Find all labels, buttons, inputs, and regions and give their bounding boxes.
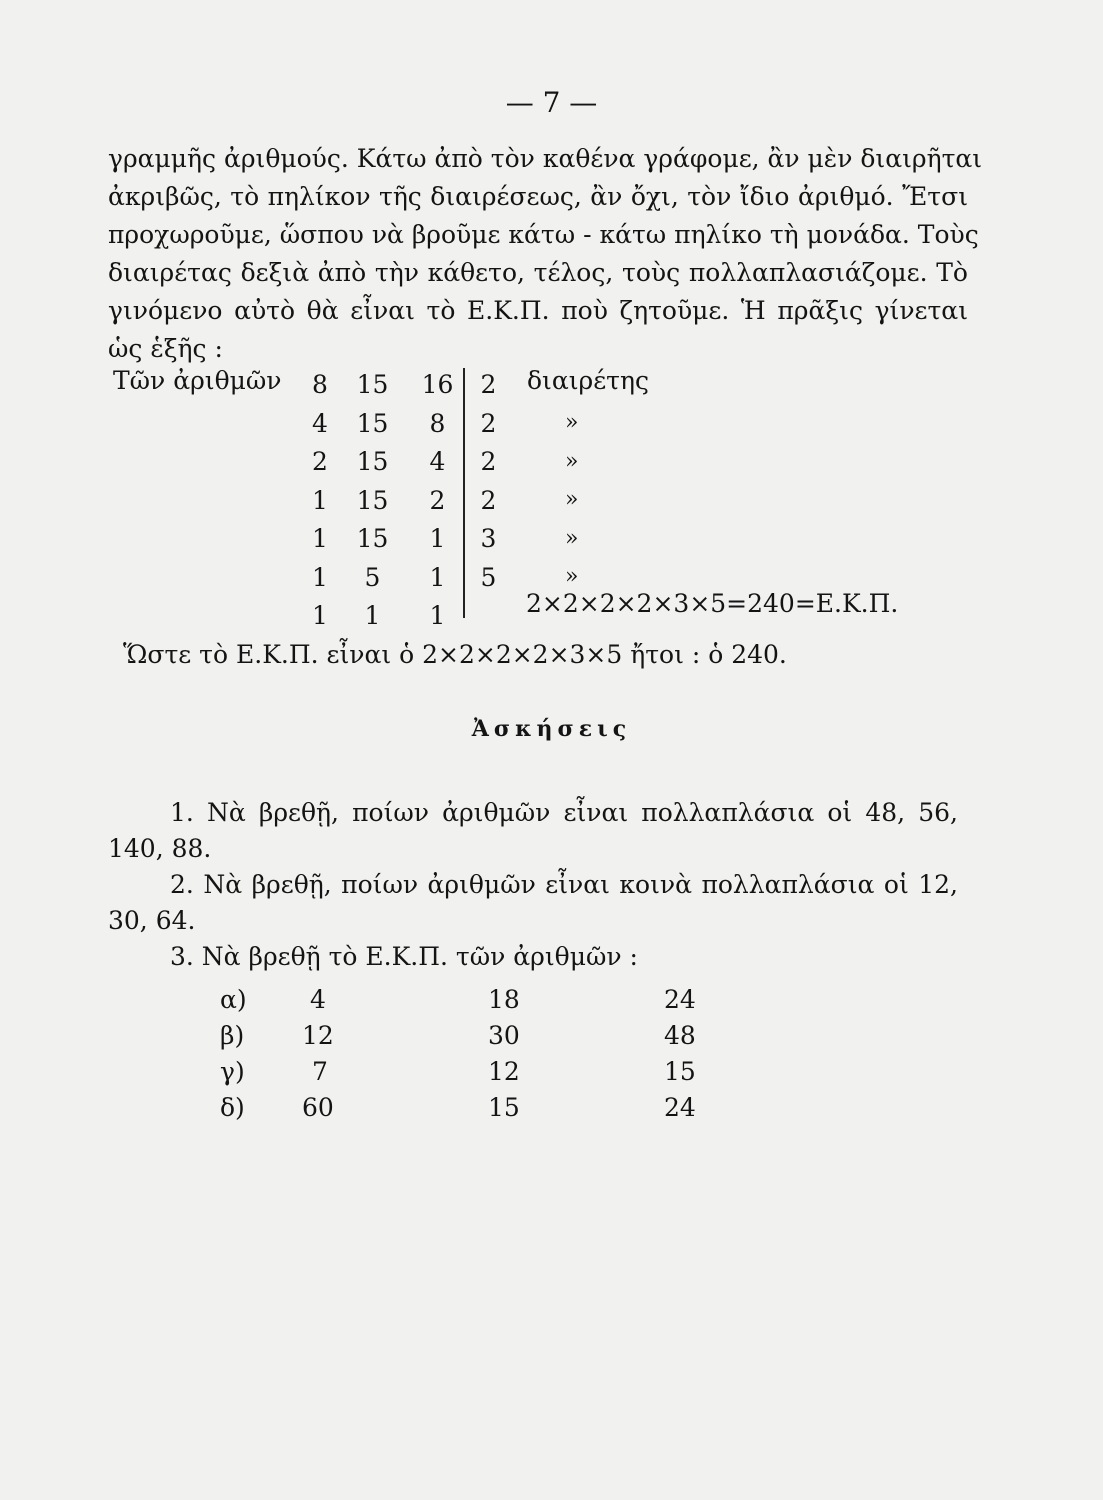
table-cell: 1 bbox=[312, 485, 328, 515]
lcm-set-row bbox=[220, 1093, 740, 1129]
ditto-mark: » bbox=[565, 410, 579, 435]
intro-line: ὡς ἑξῆς : bbox=[108, 334, 223, 363]
intro-line: γραμμῆς ἀριθμούς. Κάτω ἀπὸ τὸν καθένα γράφομε, ἂν μὲν διαιρῆται bbox=[108, 144, 983, 173]
divisor-cell: 2 bbox=[480, 485, 497, 515]
column-3 bbox=[415, 366, 460, 636]
table-cell: 4 bbox=[429, 447, 446, 476]
set-value: 12 bbox=[302, 1021, 334, 1050]
lcm-set-row bbox=[220, 1057, 740, 1093]
divisor-header: διαιρέτης bbox=[527, 366, 649, 395]
table-cell: 8 bbox=[312, 370, 328, 399]
table-cell: 1 bbox=[364, 601, 381, 630]
divisor-cell: 5 bbox=[480, 562, 497, 592]
set-value: 18 bbox=[488, 985, 520, 1014]
set-value: 60 bbox=[302, 1093, 334, 1122]
intro-line: γινόμενο αὐτὸ θὰ εἶναι τὸ Ε.Κ.Π. ποὺ ζητοῦμε. Ἡ πρᾶξις γίνεται bbox=[108, 296, 968, 325]
table-label: Τῶν ἀριθμῶν bbox=[113, 366, 282, 395]
exercise-1 bbox=[108, 795, 958, 867]
table-cell: 1 bbox=[312, 524, 328, 553]
set-label: β) bbox=[220, 1021, 245, 1050]
set-value: 15 bbox=[488, 1093, 520, 1122]
divisor-cell: 2 bbox=[480, 370, 497, 399]
table-cell: 1 bbox=[312, 562, 328, 592]
exercise-text: 2. Νὰ βρεθῇ, ποίων ἀριθμῶν εἶναι κοινὰ πολλαπλάσια οἱ 12, bbox=[170, 870, 958, 899]
set-value: 12 bbox=[488, 1057, 520, 1086]
division-vertical-line bbox=[463, 368, 465, 618]
set-label: γ) bbox=[220, 1057, 245, 1086]
table-cell: 15 bbox=[356, 408, 389, 438]
intro-line: προχωροῦμε, ὥσπου νὰ βροῦμε κάτω - κάτω πηλίκο τὴ μονάδα. Τοὺς bbox=[108, 220, 979, 249]
exercises-heading: Ἀσκήσεις bbox=[471, 716, 632, 742]
table-cell: 1 bbox=[429, 562, 446, 592]
set-value: 15 bbox=[664, 1057, 696, 1086]
column-1 bbox=[305, 366, 335, 636]
ditto-mark: » bbox=[565, 448, 579, 474]
set-value: 48 bbox=[664, 1021, 696, 1050]
table-cell: 8 bbox=[429, 408, 446, 438]
lcm-sets-grid bbox=[220, 985, 740, 1129]
set-value: 4 bbox=[310, 985, 326, 1014]
exercise-3 bbox=[108, 939, 958, 975]
table-cell: 1 bbox=[429, 524, 446, 553]
set-value: 7 bbox=[312, 1057, 328, 1086]
intro-paragraph bbox=[108, 140, 983, 368]
table-cell: 15 bbox=[356, 447, 389, 476]
intro-line: ἀκριβῶς, τὸ πηλίκον τῆς διαιρέσεως, ἂν ὄχι, τὸν ἴδιο ἀριθμό. Ἔτσι bbox=[108, 182, 968, 211]
exercise-2 bbox=[108, 867, 958, 939]
divisor-cell: 2 bbox=[480, 408, 497, 438]
exercise-text: 140, 88. bbox=[108, 834, 212, 863]
set-label: α) bbox=[220, 985, 247, 1014]
ditto-marks bbox=[565, 404, 578, 597]
exercise-text: 1. Νὰ βρεθῇ, ποίων ἀριθμῶν εἶναι πολλαπλάσια οἱ 48, 56, bbox=[170, 798, 958, 827]
exercise-text: 3. Νὰ βρεθῇ τὸ Ε.Κ.Π. τῶν ἀριθμῶν : bbox=[170, 942, 638, 971]
set-value: 24 bbox=[664, 1093, 696, 1122]
ditto-mark: » bbox=[565, 564, 579, 589]
table-cell: 15 bbox=[356, 524, 389, 553]
intro-line: διαιρέτας δεξιὰ ἀπὸ τὴν κάθετο, τέλος, τοὺς πολλαπλασιάζομε. Τὸ bbox=[108, 258, 968, 287]
ditto-mark: » bbox=[565, 487, 579, 512]
table-cell: 1 bbox=[429, 601, 446, 630]
table-cell: 2 bbox=[429, 485, 446, 515]
page-number: — 7 — bbox=[505, 86, 598, 119]
set-value: 24 bbox=[664, 985, 696, 1014]
lcm-set-row bbox=[220, 985, 740, 1021]
table-cell: 2 bbox=[312, 447, 328, 476]
divisor-cell: 2 bbox=[480, 447, 497, 476]
table-cell: 1 bbox=[312, 601, 328, 630]
column-2 bbox=[350, 366, 395, 636]
set-label: δ) bbox=[220, 1093, 245, 1122]
lcm-set-row bbox=[220, 1021, 740, 1057]
table-cell: 4 bbox=[312, 408, 328, 438]
lcm-product: 2×2×2×2×3×5=240=Ε.Κ.Π. bbox=[526, 589, 899, 618]
table-cell: 5 bbox=[364, 562, 381, 592]
divisor-cell: 3 bbox=[480, 524, 497, 553]
exercise-text: 30, 64. bbox=[108, 906, 196, 935]
conclusion-line: Ὥστε τὸ Ε.Κ.Π. εἶναι ὁ 2×2×2×2×3×5 ἤτοι : ὁ 240. bbox=[123, 640, 787, 669]
set-value: 30 bbox=[488, 1021, 520, 1050]
table-cell: 15 bbox=[356, 370, 389, 399]
ditto-mark: » bbox=[565, 525, 579, 551]
table-cell: 16 bbox=[421, 370, 454, 399]
divisor-column bbox=[476, 366, 501, 597]
table-cell: 15 bbox=[356, 485, 389, 515]
